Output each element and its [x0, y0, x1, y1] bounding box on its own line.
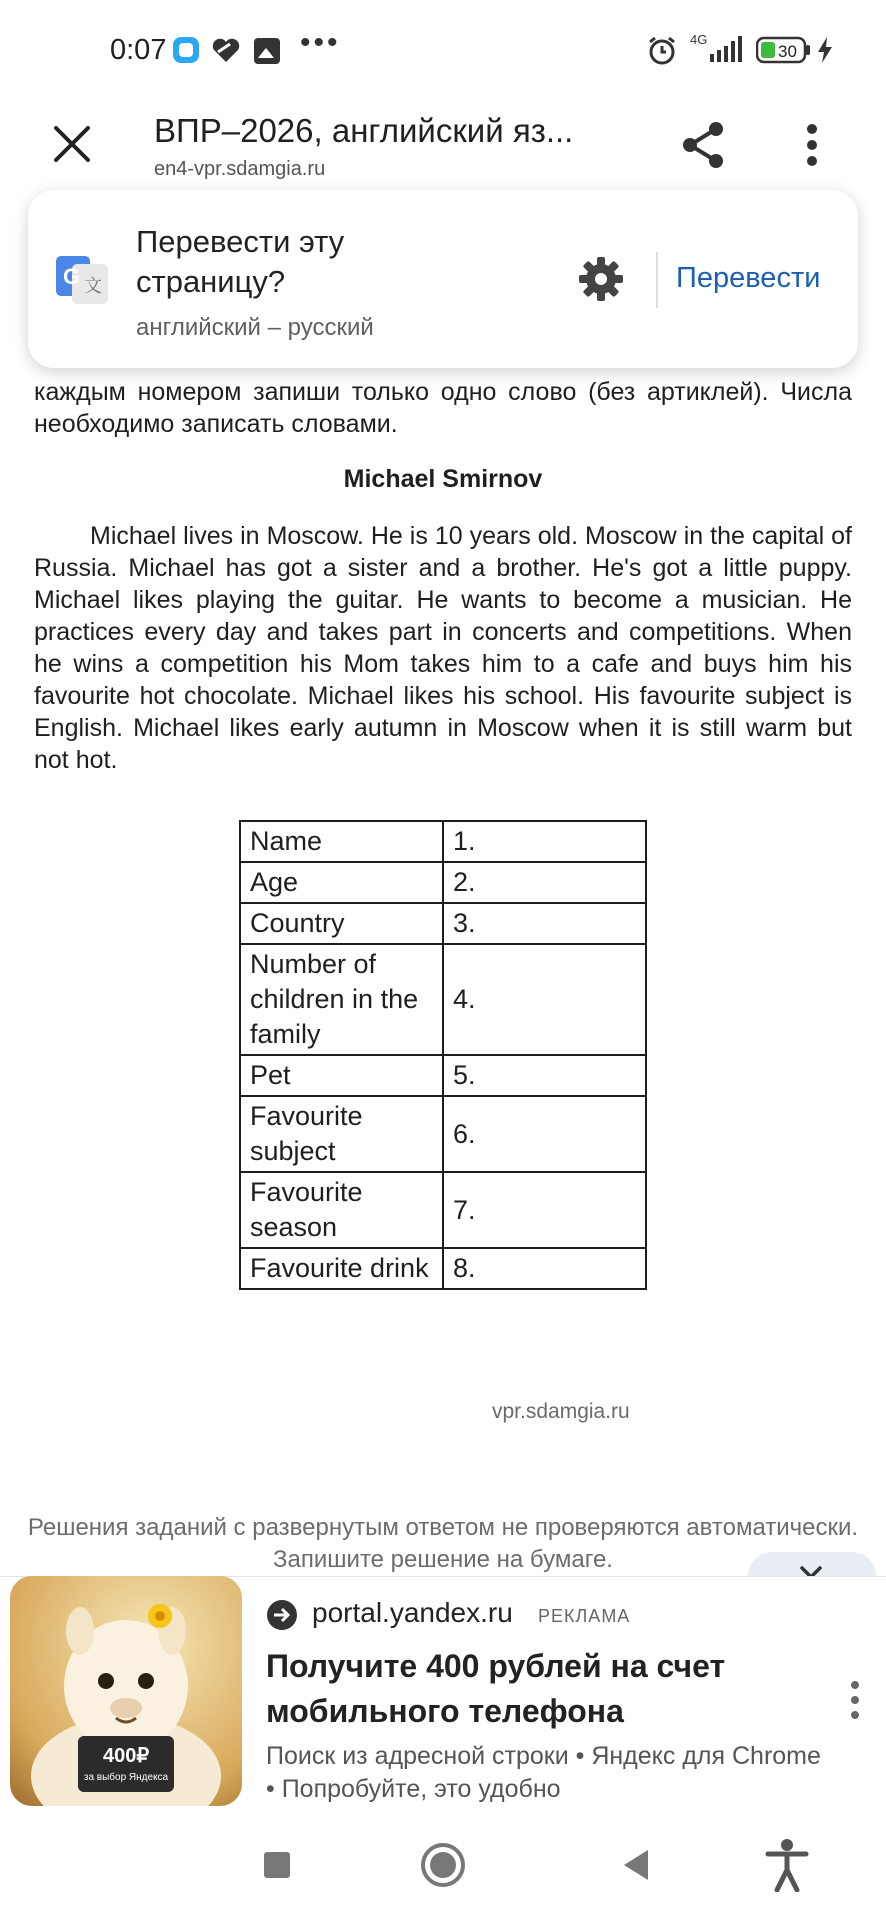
ad-image-caption: за выбор Яндекса: [83, 1772, 169, 1783]
ad-domain[interactable]: portal.yandex.ru: [312, 1597, 513, 1628]
share-icon[interactable]: [680, 120, 726, 170]
browser-toolbar: [0, 100, 886, 200]
gallery-app-icon: [252, 36, 282, 66]
table-row: [240, 1172, 646, 1248]
page-url: en4-vpr.sdamgia.ru: [154, 158, 326, 180]
row-answer: 1.: [443, 821, 646, 862]
table-row: [240, 1055, 646, 1096]
charging-icon: [816, 36, 834, 64]
row-answer: 5.: [443, 1055, 646, 1096]
row-label: Age: [240, 862, 443, 903]
status-time: 0:07: [110, 34, 167, 66]
svg-text:G: G: [63, 264, 81, 289]
row-label: Name: [240, 821, 443, 862]
table-row: [240, 1096, 646, 1172]
row-answer: 7.: [443, 1172, 646, 1248]
ad-description[interactable]: Поиск из адресной строки • Яндекс для Chrome • Попробуйте, это удобно: [266, 1742, 821, 1803]
row-label: Number of children in the family: [240, 944, 443, 1055]
page-title: ВПР–2026, английский яз...: [154, 112, 574, 149]
divider: [656, 252, 658, 308]
svg-text:文: 文: [84, 276, 102, 297]
ad-title[interactable]: Получите 400 рублей на счет мобильного телефона: [266, 1648, 726, 1729]
row-label: Pet: [240, 1055, 443, 1096]
row-answer: 3.: [443, 903, 646, 944]
close-tab-icon[interactable]: [50, 122, 94, 166]
ad-badge: РЕКЛАМА: [538, 1606, 631, 1626]
table-row: [240, 903, 646, 944]
home-icon[interactable]: [420, 1842, 466, 1888]
row-label: Favourite season: [240, 1172, 443, 1248]
recent-apps-icon[interactable]: [262, 1850, 292, 1880]
ad-image-alpaca[interactable]: [10, 1576, 242, 1806]
system-nav-bar: [0, 1812, 886, 1920]
row-label: Country: [240, 903, 443, 944]
translate-question: Перевести эту страницу?: [136, 224, 345, 299]
accessibility-icon[interactable]: [764, 1838, 810, 1892]
translate-button[interactable]: Перевести: [676, 262, 821, 294]
task-instructions: каждым номером запиши только одно слово (без артиклей). Числа необходимо записать словами.: [34, 378, 852, 438]
network-type: 4G: [690, 32, 708, 47]
row-label: Favourite drink: [240, 1248, 443, 1289]
signal-icon: [690, 32, 746, 66]
translate-settings-gear-icon[interactable]: [576, 254, 626, 304]
ad-link-arrow-icon: [266, 1599, 298, 1631]
row-answer: 2.: [443, 862, 646, 903]
row-answer: 8.: [443, 1248, 646, 1289]
ad-more-options-icon[interactable]: [848, 1680, 862, 1720]
status-bar: [0, 0, 886, 100]
translate-popup: [28, 190, 858, 368]
back-icon[interactable]: [620, 1848, 650, 1882]
messenger-app-icon: [172, 36, 200, 64]
more-options-icon[interactable]: [800, 122, 824, 168]
battery-level: 30: [778, 42, 797, 61]
source-watermark: vpr.sdamgia.ru: [492, 1400, 630, 1423]
row-label: Favourite subject: [240, 1096, 443, 1172]
more-notifications-icon: •••: [300, 26, 341, 59]
table-row: [240, 944, 646, 1055]
story-title: Michael Smirnov: [343, 465, 543, 493]
story-text: Michael lives in Moscow. He is 10 years old. Moscow in the capital of Russia. Michael has got a sister and a brother. He's got a little puppy. Michael likes playing the guitar. He wants to become a musician. He practices every day and takes part in concerts and competitions. When he wins a competition his Mom takes him to a cafe and buys him his favourite hot chocolate. Michael likes his school. His favourite subject is English. Michael likes early autumn in Moscow when it is still warm but not hot.: [34, 522, 852, 774]
heart-app-icon: [210, 36, 242, 64]
battery-icon: [756, 36, 812, 64]
row-answer: 6.: [443, 1096, 646, 1172]
ad-image-price: 400₽: [102, 1745, 150, 1767]
table-row: [240, 862, 646, 903]
table-row: [240, 1248, 646, 1289]
answer-table: [239, 820, 647, 1290]
manual-check-note: Решения заданий с развернутым ответом не проверяются автоматически. Запишите решение на бумаге.: [27, 1514, 859, 1573]
google-translate-icon: [54, 254, 110, 306]
translate-languages: английский – русский: [136, 314, 374, 341]
row-answer: 4.: [443, 944, 646, 1055]
alarm-icon: [646, 34, 678, 66]
table-row: [240, 821, 646, 862]
alpaca-illustration: [10, 1576, 242, 1806]
